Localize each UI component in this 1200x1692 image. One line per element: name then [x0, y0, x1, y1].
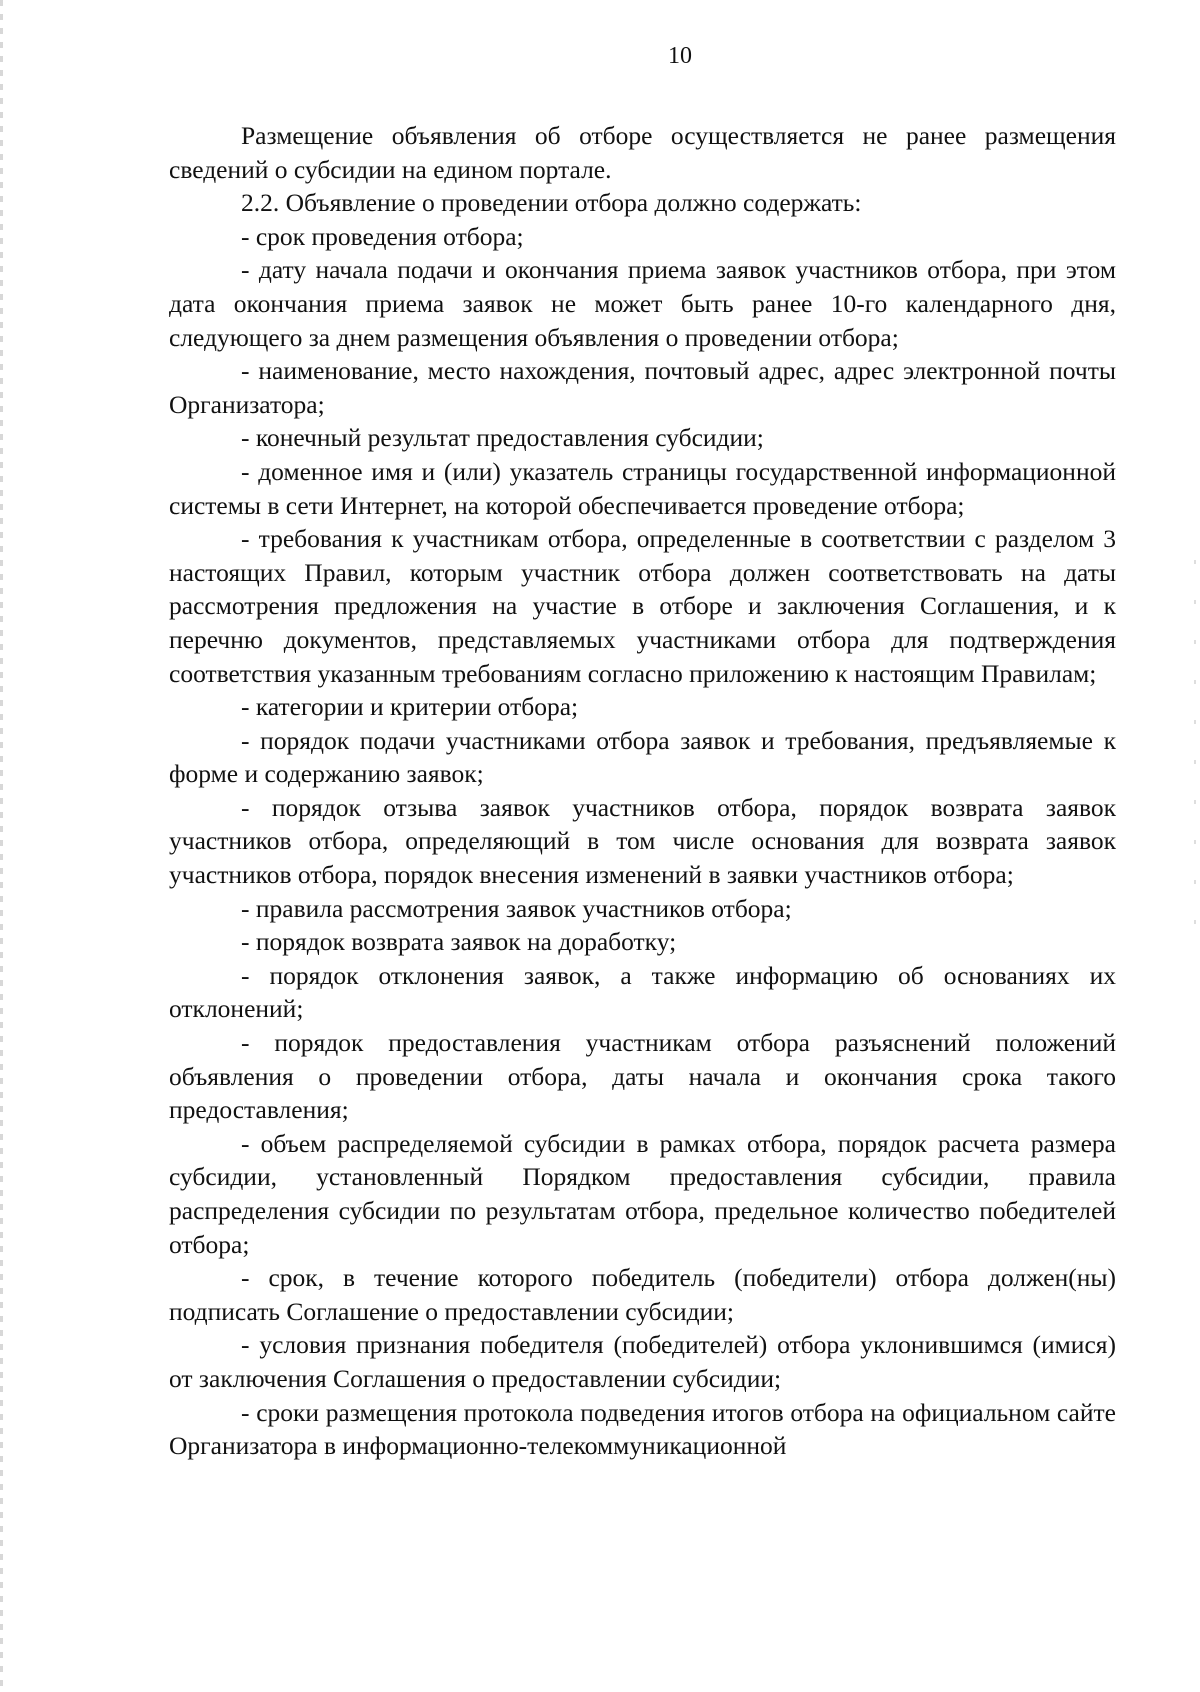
- list-item: - конечный результат предоставления субсидии;: [241, 423, 764, 453]
- paragraph-section-2-2: 2.2. Объявление о проведении отбора должно содержать:: [241, 188, 862, 218]
- list-item: - порядок предоставления участникам отбора разъяснений положений объявления о проведении отбора, даты начала и окончания срока такого предоставления;: [169, 1028, 1116, 1125]
- list-item: - доменное имя и (или) указатель страницы государственной информационной системы в сети Интернет, на которой обеспечивается проведение отбора;: [169, 456, 1116, 520]
- document-body: [169, 119, 1116, 1463]
- list-item: - правила рассмотрения заявок участников отбора;: [241, 893, 792, 923]
- list-item: - категории и критерии отбора;: [241, 692, 579, 722]
- list-item: - наименование, место нахождения, почтовый адрес, адрес электронной почты Организатора;: [169, 356, 1116, 419]
- list-item: - порядок подачи участниками отбора заявок и требования, предъявляемые к форме и содержанию заявок;: [169, 725, 1116, 789]
- list-item: - дату начала подачи и окончания приема заявок участников отбора, при этом дата окончания приема заявок не может быть ранее 10-го календарного дня, следующего за днем размещения объявления о проведении отбора;: [169, 255, 1116, 352]
- list-item: - порядок отзыва заявок участников отбора, порядок возврата заявок участников отбора, определяющий в том числе основания для возврата заявок участников отбора, порядок внесения изменений в заявки участников отбора;: [169, 792, 1116, 890]
- list-item: - сроки размещения протокола подведения итогов отбора на официальном сайте Организатора в информационно-телекоммуникационной: [169, 1397, 1116, 1461]
- list-item: - порядок возврата заявок на доработку;: [241, 927, 677, 957]
- list-item: - срок, в течение которого победитель (победители) отбора должен(ны) подписать Соглашение о предоставлении субсидии;: [169, 1263, 1116, 1326]
- paragraph-announcement-timing: Размещение объявления об отборе осуществляется не ранее размещения сведений о субсидии на едином портале.: [169, 121, 1116, 184]
- scan-edge-right: [1194, 560, 1196, 940]
- page-number: 10: [668, 43, 692, 69]
- list-item: - объем распределяемой субсидии в рамках отбора, порядок расчета размера субсидии, установленный Порядком предоставления субсидии, правила распределения субсидии по результатам отбора, предельное количество победителей отбора;: [169, 1128, 1116, 1259]
- list-item: - срок проведения отбора;: [241, 221, 524, 251]
- list-item: - требования к участникам отбора, определенные в соответствии с разделом 3 настоящих Правил, которым участник отбора должен соответствовать на даты рассмотрения предложения на участие в отборе и заключения Соглашения, и к перечню документов, представляемых участниками отбора для подтверждения соответствия указанным требованиям согласно приложению к настоящим Правилам;: [169, 524, 1116, 688]
- list-item: - порядок отклонения заявок, а также информацию об основаниях их отклонений;: [169, 960, 1116, 1024]
- scan-edge-left: [0, 0, 3, 1692]
- list-item: - условия признания победителя (победителей) отбора уклонившимся (имися) от заключения Соглашения о предоставлении субсидии;: [169, 1330, 1116, 1393]
